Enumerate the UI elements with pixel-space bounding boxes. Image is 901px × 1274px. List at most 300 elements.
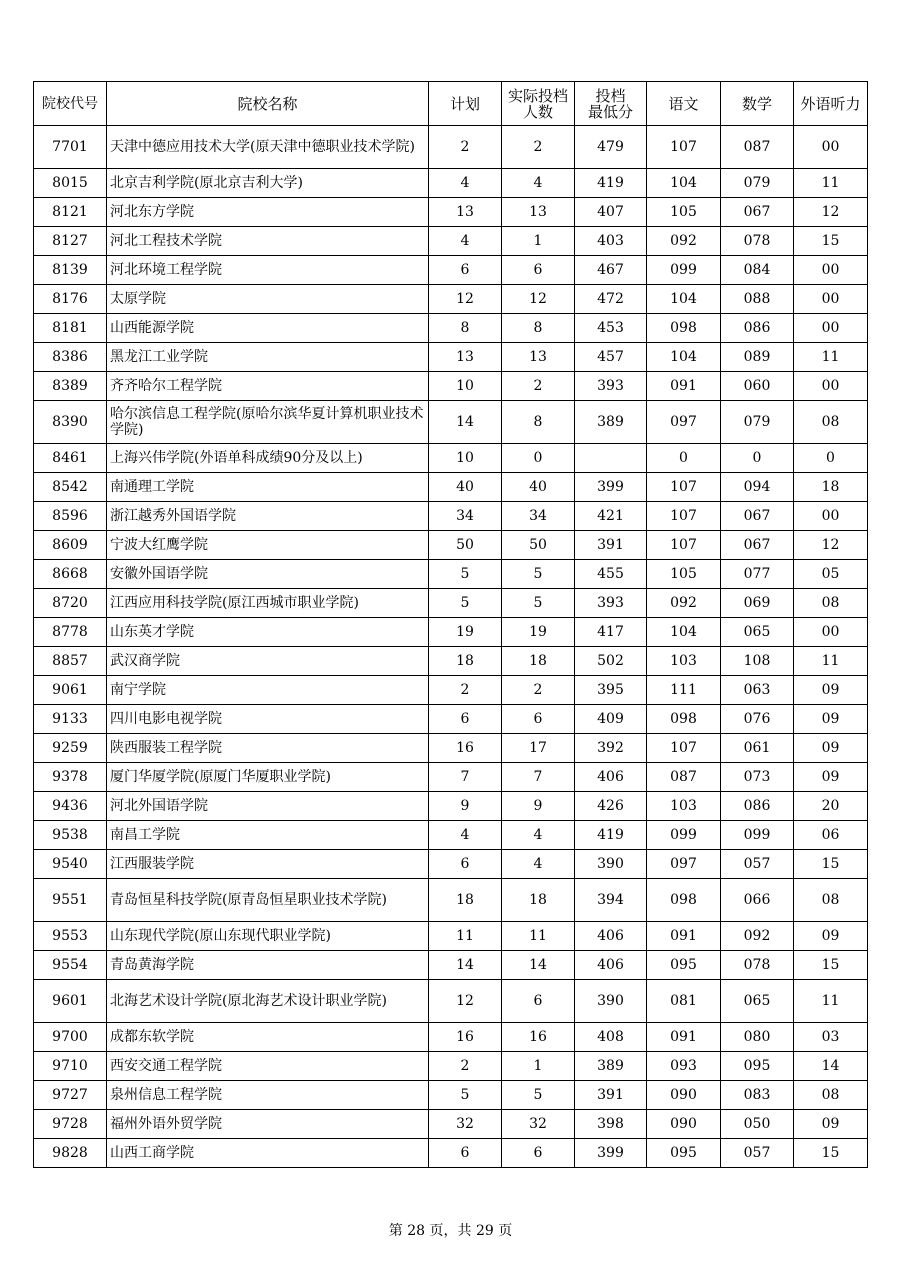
cell-math: 061: [721, 734, 794, 763]
cell-plan: 2: [429, 1052, 502, 1081]
cell-min-score: 409: [575, 705, 647, 734]
cell-min-score: 406: [575, 922, 647, 951]
cell-code: 8386: [34, 343, 107, 372]
cell-listening: 11: [794, 343, 868, 372]
cell-math: 099: [721, 821, 794, 850]
cell-math: 0: [721, 444, 794, 473]
cell-code: 9727: [34, 1081, 107, 1110]
cell-listening: 09: [794, 676, 868, 705]
cell-plan: 4: [429, 169, 502, 198]
cell-plan: 10: [429, 372, 502, 401]
cell-min-score: 406: [575, 951, 647, 980]
cell-actual: 17: [502, 734, 575, 763]
cell-listening: 05: [794, 560, 868, 589]
table-row: [34, 531, 868, 560]
cell-plan: 9: [429, 792, 502, 821]
cell-listening: 20: [794, 792, 868, 821]
cell-name: 南通理工学院: [107, 473, 429, 502]
table-row: [34, 734, 868, 763]
cell-name: 齐齐哈尔工程学院: [107, 372, 429, 401]
cell-actual: 5: [502, 589, 575, 618]
cell-math: 088: [721, 285, 794, 314]
cell-min-score: 389: [575, 1052, 647, 1081]
cell-code: 8139: [34, 256, 107, 285]
cell-math: 083: [721, 1081, 794, 1110]
cell-name: 南昌工学院: [107, 821, 429, 850]
table-row: [34, 285, 868, 314]
header-min-score: [575, 82, 647, 126]
cell-name: 上海兴伟学院(外语单科成绩90分及以上): [107, 444, 429, 473]
table-row: [34, 1081, 868, 1110]
table-row: [34, 705, 868, 734]
cell-chinese: 099: [647, 256, 721, 285]
cell-actual: 5: [502, 1081, 575, 1110]
cell-plan: 7: [429, 763, 502, 792]
table-row: [34, 473, 868, 502]
cell-chinese: 103: [647, 792, 721, 821]
cell-actual: 4: [502, 850, 575, 879]
cell-plan: 5: [429, 560, 502, 589]
header-plan: 计划: [429, 82, 502, 126]
cell-plan: 6: [429, 256, 502, 285]
cell-math: 067: [721, 502, 794, 531]
cell-math: 086: [721, 314, 794, 343]
cell-name: 福州外语外贸学院: [107, 1110, 429, 1139]
cell-listening: 09: [794, 1110, 868, 1139]
table-row: [34, 502, 868, 531]
cell-code: 9436: [34, 792, 107, 821]
cell-listening: 11: [794, 647, 868, 676]
cell-min-score: 419: [575, 169, 647, 198]
cell-name: 河北东方学院: [107, 198, 429, 227]
cell-min-score: 403: [575, 227, 647, 256]
cell-math: 067: [721, 198, 794, 227]
cell-math: 073: [721, 763, 794, 792]
cell-listening: 00: [794, 314, 868, 343]
cell-chinese: 095: [647, 951, 721, 980]
cell-actual: 2: [502, 372, 575, 401]
cell-min-score: 426: [575, 792, 647, 821]
cell-min-score: 389: [575, 401, 647, 444]
cell-listening: 15: [794, 1139, 868, 1168]
cell-plan: 14: [429, 951, 502, 980]
cell-listening: 15: [794, 227, 868, 256]
cell-min-score: 390: [575, 980, 647, 1023]
cell-plan: 16: [429, 1023, 502, 1052]
table-row: [34, 1052, 868, 1081]
cell-listening: 06: [794, 821, 868, 850]
cell-math: 050: [721, 1110, 794, 1139]
cell-code: 8596: [34, 502, 107, 531]
cell-min-score: 391: [575, 1081, 647, 1110]
cell-math: 078: [721, 227, 794, 256]
cell-plan: 2: [429, 676, 502, 705]
cell-plan: 8: [429, 314, 502, 343]
cell-math: 065: [721, 980, 794, 1023]
cell-chinese: 107: [647, 531, 721, 560]
header-min-line1: 投档: [595, 86, 626, 105]
cell-min-score: 472: [575, 285, 647, 314]
cell-math: 078: [721, 951, 794, 980]
table-row: [34, 401, 868, 444]
table-row: [34, 879, 868, 922]
cell-actual: 12: [502, 285, 575, 314]
table-row: [34, 314, 868, 343]
cell-math: 079: [721, 169, 794, 198]
cell-min-score: 457: [575, 343, 647, 372]
cell-listening: 08: [794, 879, 868, 922]
cell-plan: 6: [429, 850, 502, 879]
cell-plan: 19: [429, 618, 502, 647]
cell-listening: 15: [794, 951, 868, 980]
table-row: [34, 850, 868, 879]
cell-plan: 4: [429, 227, 502, 256]
cell-code: 9061: [34, 676, 107, 705]
header-actual-line2: 人数: [522, 102, 553, 121]
cell-listening: 14: [794, 1052, 868, 1081]
cell-math: 076: [721, 705, 794, 734]
cell-chinese: 107: [647, 502, 721, 531]
cell-plan: 6: [429, 1139, 502, 1168]
cell-code: 8668: [34, 560, 107, 589]
cell-code: 8176: [34, 285, 107, 314]
cell-name: 南宁学院: [107, 676, 429, 705]
cell-chinese: 104: [647, 169, 721, 198]
cell-listening: 00: [794, 502, 868, 531]
cell-actual: 40: [502, 473, 575, 502]
table-row: [34, 792, 868, 821]
cell-math: 065: [721, 618, 794, 647]
header-row: [34, 82, 868, 126]
cell-actual: 0: [502, 444, 575, 473]
cell-chinese: 091: [647, 372, 721, 401]
cell-min-score: [575, 444, 647, 473]
cell-listening: 0: [794, 444, 868, 473]
cell-chinese: 091: [647, 1023, 721, 1052]
cell-plan: 5: [429, 589, 502, 618]
cell-name: 河北工程技术学院: [107, 227, 429, 256]
cell-min-score: 407: [575, 198, 647, 227]
cell-code: 9554: [34, 951, 107, 980]
cell-chinese: 105: [647, 198, 721, 227]
cell-actual: 19: [502, 618, 575, 647]
cell-math: 063: [721, 676, 794, 705]
table-row: [34, 821, 868, 850]
cell-code: 8015: [34, 169, 107, 198]
cell-plan: 12: [429, 285, 502, 314]
cell-chinese: 090: [647, 1110, 721, 1139]
cell-actual: 6: [502, 980, 575, 1023]
cell-chinese: 093: [647, 1052, 721, 1081]
cell-math: 084: [721, 256, 794, 285]
cell-listening: 09: [794, 734, 868, 763]
cell-chinese: 090: [647, 1081, 721, 1110]
cell-name: 四川电影电视学院: [107, 705, 429, 734]
table-row: [34, 647, 868, 676]
cell-actual: 6: [502, 1139, 575, 1168]
cell-code: 9553: [34, 922, 107, 951]
cell-chinese: 111: [647, 676, 721, 705]
cell-actual: 6: [502, 256, 575, 285]
cell-listening: 15: [794, 850, 868, 879]
cell-min-score: 399: [575, 473, 647, 502]
cell-chinese: 107: [647, 734, 721, 763]
cell-plan: 16: [429, 734, 502, 763]
header-listening: 外语听力: [794, 82, 868, 126]
cell-actual: 18: [502, 647, 575, 676]
cell-actual: 13: [502, 198, 575, 227]
cell-code: 9601: [34, 980, 107, 1023]
cell-math: 067: [721, 531, 794, 560]
cell-name: 安徽外国语学院: [107, 560, 429, 589]
cell-actual: 14: [502, 951, 575, 980]
cell-code: 9710: [34, 1052, 107, 1081]
cell-actual: 9: [502, 792, 575, 821]
cell-min-score: 390: [575, 850, 647, 879]
cell-actual: 16: [502, 1023, 575, 1052]
table-row: [34, 676, 868, 705]
cell-listening: 08: [794, 589, 868, 618]
cell-name: 青岛恒星科技学院(原青岛恒星职业技术学院): [107, 879, 429, 922]
cell-code: 9540: [34, 850, 107, 879]
cell-chinese: 097: [647, 401, 721, 444]
table-body: [34, 126, 868, 1168]
cell-plan: 10: [429, 444, 502, 473]
cell-name: 山西能源学院: [107, 314, 429, 343]
cell-actual: 6: [502, 705, 575, 734]
cell-code: 8390: [34, 401, 107, 444]
cell-name: 宁波大红鹰学院: [107, 531, 429, 560]
cell-listening: 12: [794, 198, 868, 227]
cell-code: 8778: [34, 618, 107, 647]
cell-name: 北京吉利学院(原北京吉利大学): [107, 169, 429, 198]
cell-code: 9828: [34, 1139, 107, 1168]
cell-actual: 32: [502, 1110, 575, 1139]
cell-plan: 2: [429, 126, 502, 169]
cell-chinese: 098: [647, 314, 721, 343]
cell-name: 江西服装学院: [107, 850, 429, 879]
cell-listening: 09: [794, 705, 868, 734]
cell-actual: 1: [502, 1052, 575, 1081]
cell-code: 8609: [34, 531, 107, 560]
cell-math: 077: [721, 560, 794, 589]
table-row: [34, 618, 868, 647]
cell-code: 8461: [34, 444, 107, 473]
cell-code: 9551: [34, 879, 107, 922]
cell-listening: 09: [794, 922, 868, 951]
cell-name: 山西工商学院: [107, 1139, 429, 1168]
cell-chinese: 104: [647, 285, 721, 314]
table-row: [34, 227, 868, 256]
cell-plan: 4: [429, 821, 502, 850]
table-row: [34, 444, 868, 473]
cell-actual: 8: [502, 401, 575, 444]
cell-code: 8121: [34, 198, 107, 227]
page-footer: 第 28 页，共 29 页: [388, 1223, 513, 1239]
table-row: [34, 980, 868, 1023]
cell-actual: 34: [502, 502, 575, 531]
cell-chinese: 081: [647, 980, 721, 1023]
cell-actual: 2: [502, 676, 575, 705]
header-chinese: 语文: [647, 82, 721, 126]
cell-math: 079: [721, 401, 794, 444]
table-row: [34, 372, 868, 401]
cell-min-score: 408: [575, 1023, 647, 1052]
cell-plan: 13: [429, 343, 502, 372]
cell-code: 7701: [34, 126, 107, 169]
cell-chinese: 091: [647, 922, 721, 951]
cell-min-score: 395: [575, 676, 647, 705]
cell-math: 086: [721, 792, 794, 821]
cell-min-score: 398: [575, 1110, 647, 1139]
header-math: 数学: [721, 82, 794, 126]
table-row: [34, 951, 868, 980]
table-row: [34, 763, 868, 792]
cell-code: 9728: [34, 1110, 107, 1139]
cell-listening: 08: [794, 1081, 868, 1110]
cell-name: 武汉商学院: [107, 647, 429, 676]
cell-min-score: 391: [575, 531, 647, 560]
cell-name: 成都东软学院: [107, 1023, 429, 1052]
cell-math: 060: [721, 372, 794, 401]
cell-math: 087: [721, 126, 794, 169]
table-row: [34, 126, 868, 169]
cell-plan: 13: [429, 198, 502, 227]
cell-name: 陕西服装工程学院: [107, 734, 429, 763]
cell-math: 080: [721, 1023, 794, 1052]
cell-plan: 34: [429, 502, 502, 531]
cell-code: 9378: [34, 763, 107, 792]
cell-chinese: 087: [647, 763, 721, 792]
cell-min-score: 479: [575, 126, 647, 169]
cell-listening: 00: [794, 618, 868, 647]
admission-table: [33, 81, 868, 1168]
cell-listening: 00: [794, 372, 868, 401]
cell-name: 山东现代学院(原山东现代职业学院): [107, 922, 429, 951]
table-row: [34, 1110, 868, 1139]
cell-math: 066: [721, 879, 794, 922]
table-row: [34, 1023, 868, 1052]
cell-actual: 4: [502, 169, 575, 198]
cell-plan: 12: [429, 980, 502, 1023]
cell-name: 泉州信息工程学院: [107, 1081, 429, 1110]
cell-min-score: 393: [575, 589, 647, 618]
cell-code: 8542: [34, 473, 107, 502]
cell-actual: 13: [502, 343, 575, 372]
cell-name: 浙江越秀外国语学院: [107, 502, 429, 531]
cell-listening: 00: [794, 126, 868, 169]
cell-name: 北海艺术设计学院(原北海艺术设计职业学院): [107, 980, 429, 1023]
cell-min-score: 453: [575, 314, 647, 343]
cell-chinese: 105: [647, 560, 721, 589]
cell-code: 9133: [34, 705, 107, 734]
cell-chinese: 103: [647, 647, 721, 676]
cell-name: 青岛黄海学院: [107, 951, 429, 980]
table-row: [34, 198, 868, 227]
cell-chinese: 092: [647, 227, 721, 256]
cell-actual: 7: [502, 763, 575, 792]
table-row: [34, 922, 868, 951]
cell-actual: 1: [502, 227, 575, 256]
cell-listening: 18: [794, 473, 868, 502]
cell-chinese: 104: [647, 618, 721, 647]
header-actual: [502, 82, 575, 126]
cell-code: 9700: [34, 1023, 107, 1052]
cell-math: 095: [721, 1052, 794, 1081]
table-row: [34, 343, 868, 372]
cell-listening: 09: [794, 763, 868, 792]
cell-name: 江西应用科技学院(原江西城市职业学院): [107, 589, 429, 618]
cell-code: 9538: [34, 821, 107, 850]
header-name: 院校名称: [107, 82, 429, 126]
cell-chinese: 092: [647, 589, 721, 618]
cell-chinese: 095: [647, 1139, 721, 1168]
table-row: [34, 589, 868, 618]
cell-actual: 5: [502, 560, 575, 589]
cell-name: 河北环境工程学院: [107, 256, 429, 285]
cell-code: 8127: [34, 227, 107, 256]
cell-actual: 4: [502, 821, 575, 850]
cell-min-score: 392: [575, 734, 647, 763]
cell-min-score: 419: [575, 821, 647, 850]
cell-name: 天津中德应用技术大学(原天津中德职业技术学院): [107, 126, 429, 169]
table-row: [34, 256, 868, 285]
cell-actual: 18: [502, 879, 575, 922]
cell-code: 8720: [34, 589, 107, 618]
cell-code: 8181: [34, 314, 107, 343]
cell-min-score: 421: [575, 502, 647, 531]
cell-chinese: 097: [647, 850, 721, 879]
cell-plan: 18: [429, 879, 502, 922]
cell-plan: 5: [429, 1081, 502, 1110]
cell-name: 哈尔滨信息工程学院(原哈尔滨华夏计算机职业技术学院): [107, 401, 429, 444]
cell-math: 057: [721, 1139, 794, 1168]
table-row: [34, 169, 868, 198]
cell-name: 太原学院: [107, 285, 429, 314]
cell-min-score: 502: [575, 647, 647, 676]
cell-min-score: 399: [575, 1139, 647, 1168]
cell-chinese: 107: [647, 126, 721, 169]
cell-math: 092: [721, 922, 794, 951]
cell-name: 西安交通工程学院: [107, 1052, 429, 1081]
header-actual-line1: 实际投档: [507, 86, 568, 105]
header-code: 院校代号: [34, 82, 107, 126]
cell-plan: 6: [429, 705, 502, 734]
cell-min-score: 394: [575, 879, 647, 922]
cell-listening: 11: [794, 169, 868, 198]
cell-min-score: 455: [575, 560, 647, 589]
cell-math: 094: [721, 473, 794, 502]
cell-actual: 8: [502, 314, 575, 343]
cell-chinese: 0: [647, 444, 721, 473]
cell-chinese: 107: [647, 473, 721, 502]
cell-math: 108: [721, 647, 794, 676]
cell-name: 河北外国语学院: [107, 792, 429, 821]
cell-min-score: 467: [575, 256, 647, 285]
cell-plan: 11: [429, 922, 502, 951]
cell-plan: 32: [429, 1110, 502, 1139]
table-row: [34, 560, 868, 589]
cell-min-score: 417: [575, 618, 647, 647]
cell-chinese: 098: [647, 879, 721, 922]
cell-plan: 40: [429, 473, 502, 502]
cell-listening: 11: [794, 980, 868, 1023]
cell-name: 黑龙江工业学院: [107, 343, 429, 372]
cell-min-score: 406: [575, 763, 647, 792]
cell-math: 057: [721, 850, 794, 879]
cell-math: 069: [721, 589, 794, 618]
cell-plan: 50: [429, 531, 502, 560]
